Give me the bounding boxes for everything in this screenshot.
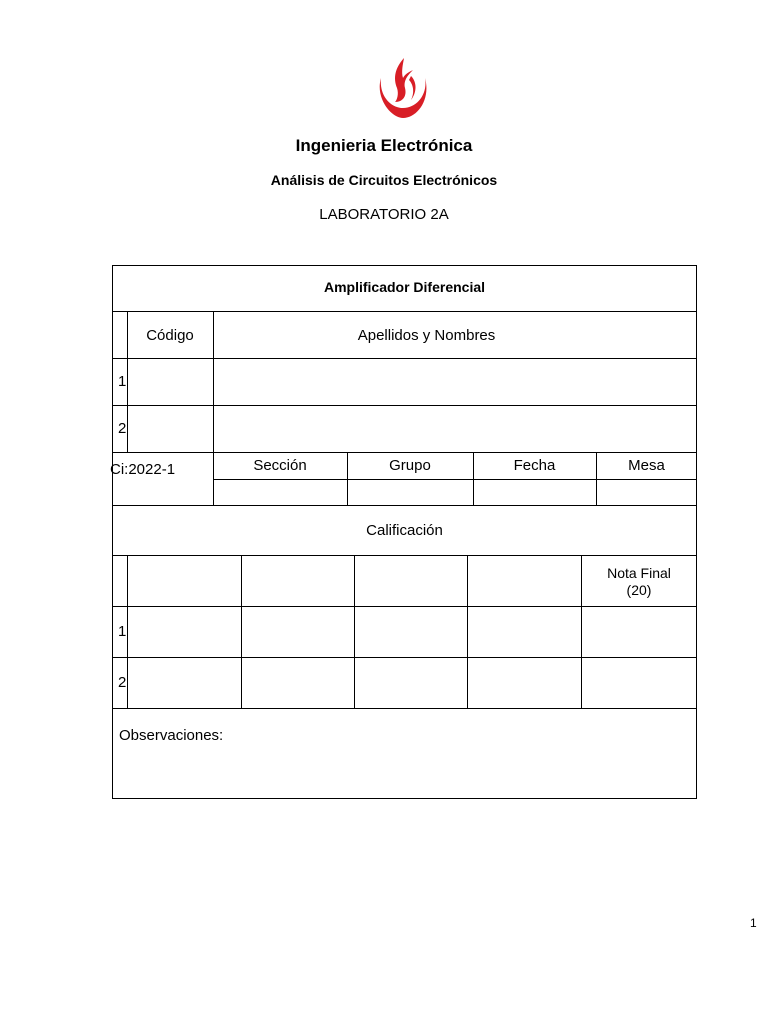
student-row-1-number: 1 <box>118 373 127 390</box>
student-row-2-number: 2 <box>118 420 127 437</box>
page-number: 1 <box>750 916 757 930</box>
section-header: Sección <box>253 457 307 474</box>
cycle-label: Ci:2022-1 <box>110 461 176 478</box>
code-header: Código <box>146 327 194 344</box>
course-title: Análisis de Circuitos Electrónicos <box>270 172 498 188</box>
table-header: Mesa <box>628 457 665 474</box>
group-header: Grupo <box>389 457 431 474</box>
final-grade-header: Nota Final (20) <box>607 565 671 598</box>
grade-row-2-number: 2 <box>118 674 127 691</box>
observations-label: Observaciones: <box>119 727 224 744</box>
names-header: Apellidos y Nombres <box>357 327 496 344</box>
lab-title: LABORATORIO 2A <box>319 206 449 223</box>
career-title: Ingenieria Electrónica <box>295 136 473 155</box>
grade-title: Calificación <box>366 522 443 539</box>
university-flame-logo-icon <box>373 56 433 120</box>
date-header: Fecha <box>513 457 556 474</box>
grade-row-1-number: 1 <box>118 623 127 640</box>
form-title: Amplificador Diferencial <box>323 279 486 295</box>
